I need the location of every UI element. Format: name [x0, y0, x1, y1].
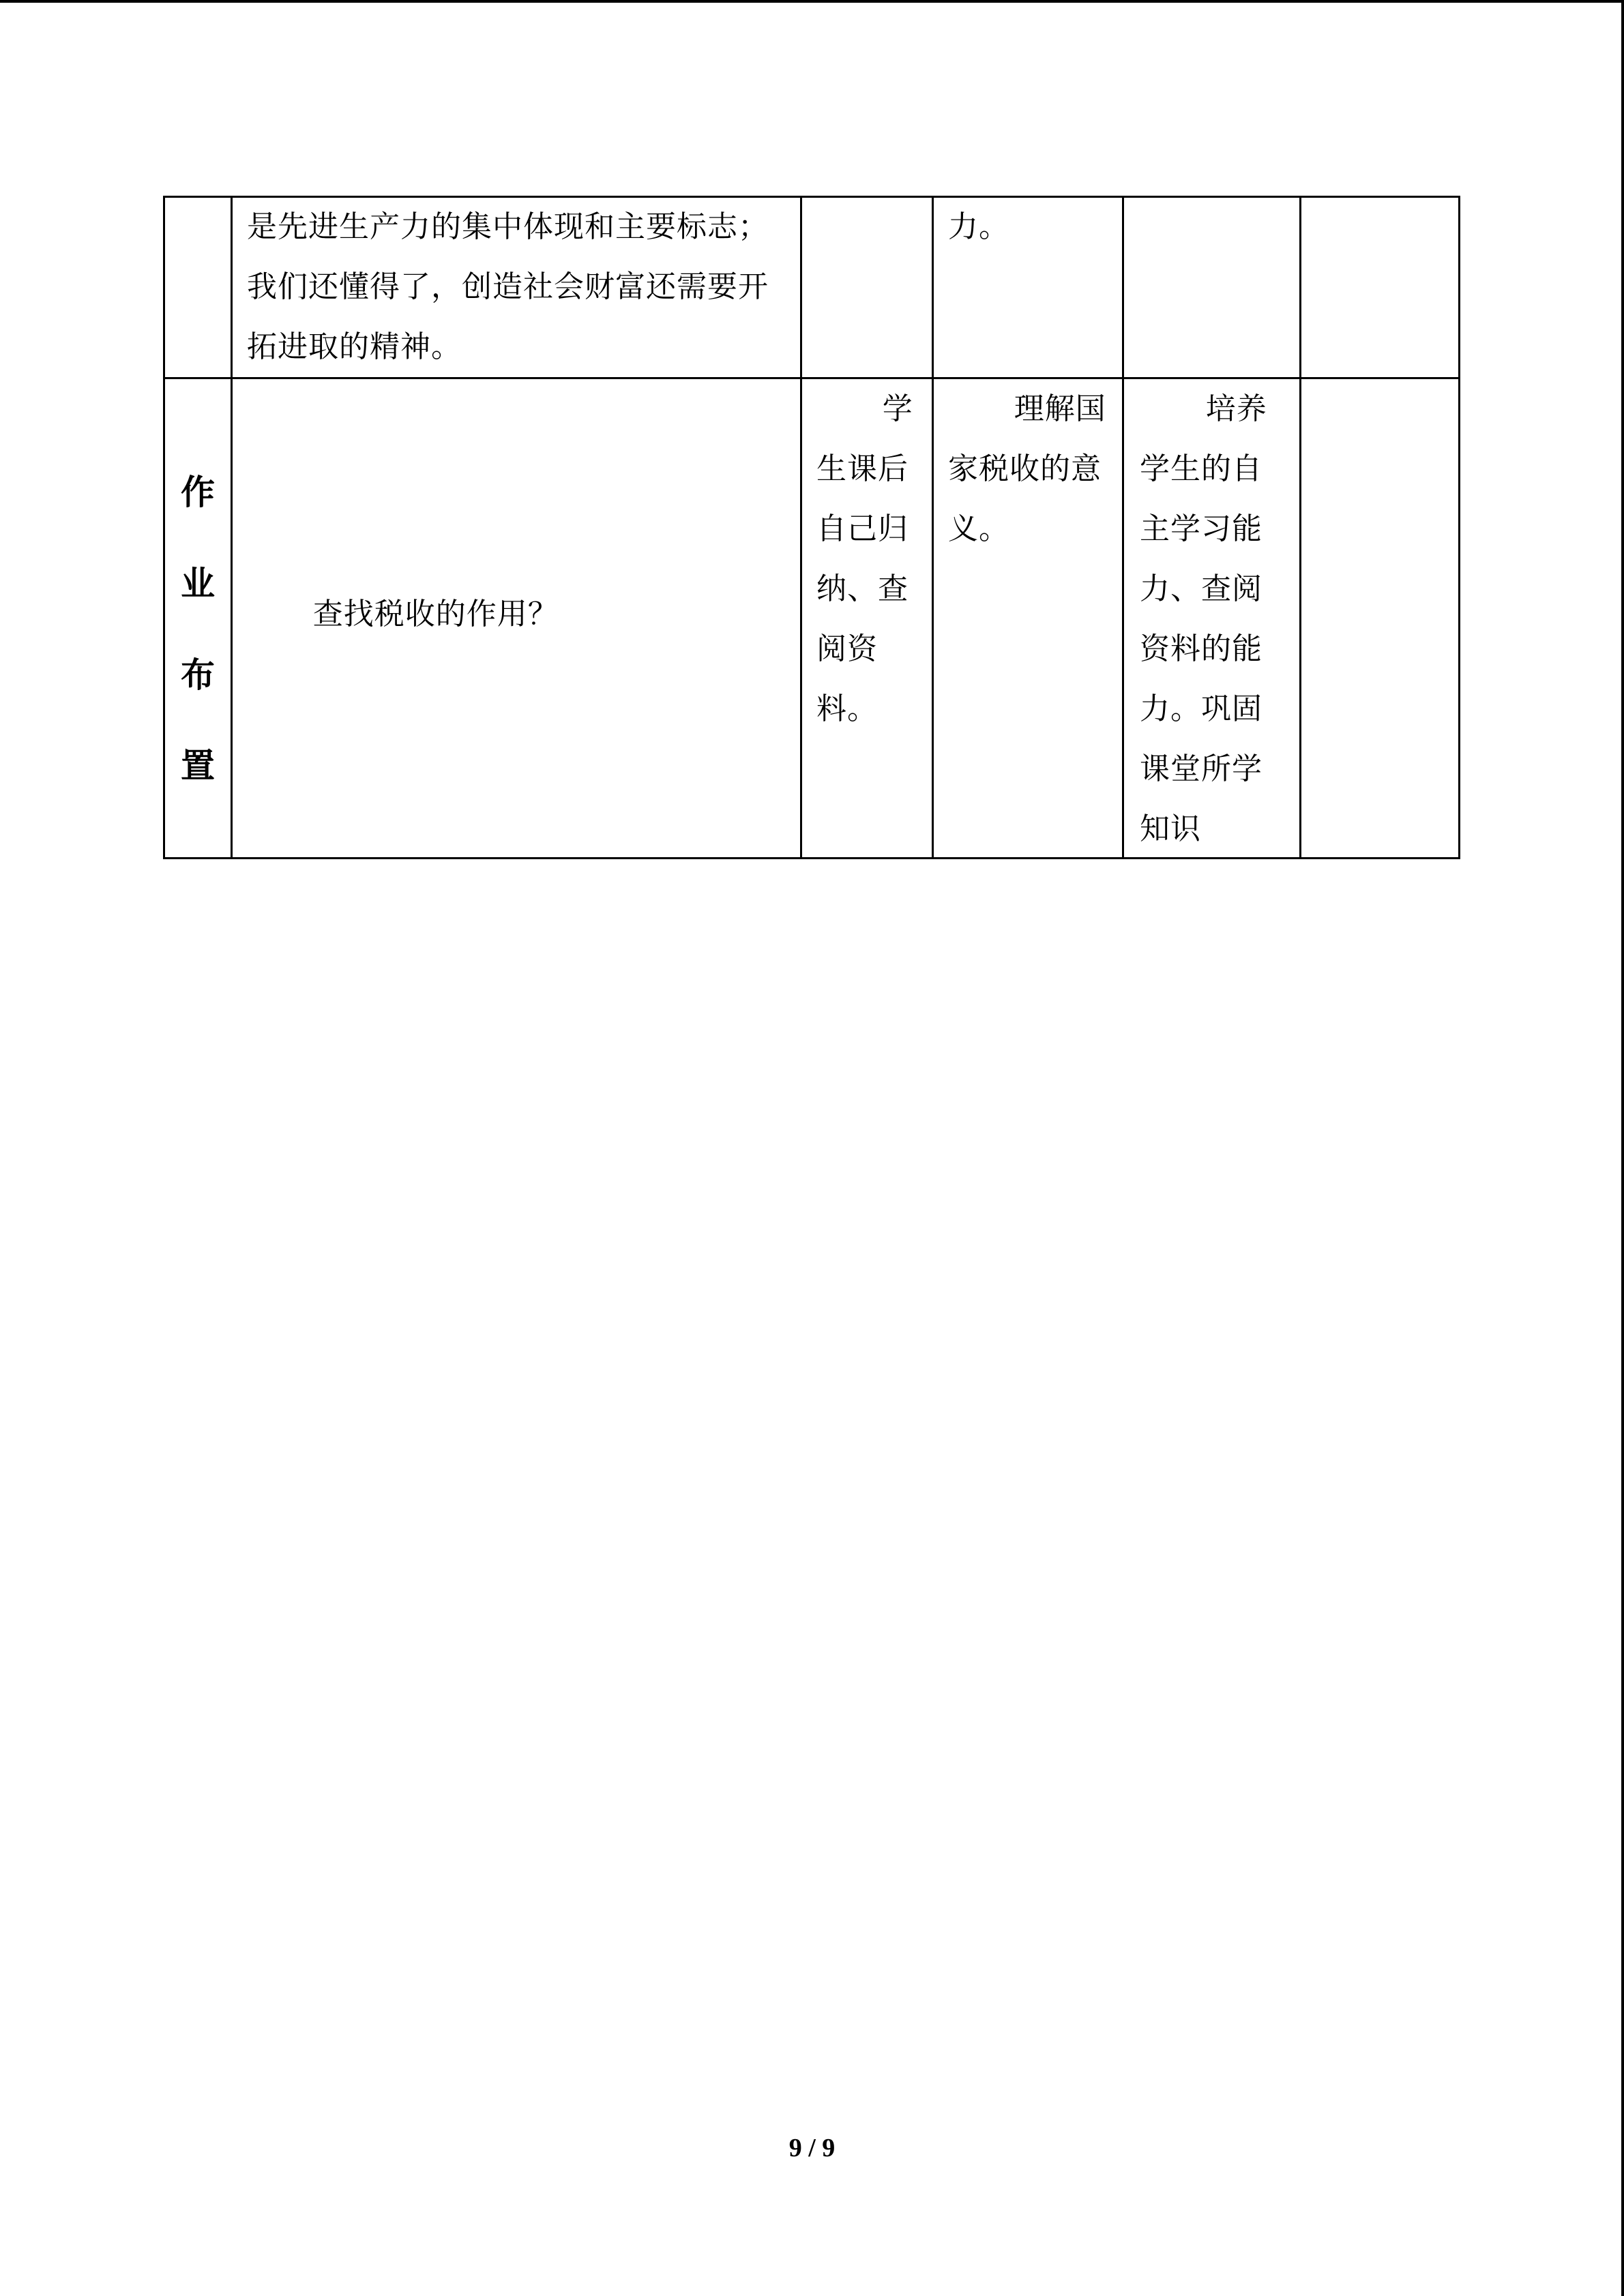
homework-label-cell — [165, 379, 231, 857]
row1-content-text: 是先进生产力的集中体现和主要标志；我们还懂得了，创造社会财富还需要开拓进取的精神。 — [247, 209, 769, 364]
homework-goal-text: 理解国家税收的意义。 — [948, 391, 1106, 546]
page-right-border — [1621, 0, 1624, 2296]
row1-label-cell — [165, 198, 231, 377]
row1-intent-cell — [1124, 198, 1299, 377]
table-border-bottom — [163, 857, 1460, 859]
homework-intent-text: 培养学生的自主学习能力、查阅资料的能力。巩固课堂所学知识 — [1140, 391, 1267, 846]
row1-student-cell — [802, 198, 932, 377]
homework-label-char: 布 — [181, 655, 215, 695]
homework-intent-cell — [1140, 379, 1293, 857]
homework-student-text: 学生课后自己归纳、查阅资料。 — [816, 391, 913, 726]
homework-label-char: 业 — [181, 564, 215, 603]
homework-content-text: 查找税收的作用？ — [312, 597, 559, 631]
homework-label-char: 置 — [181, 746, 215, 786]
row1-content-cell — [247, 197, 793, 377]
row1-goal-cell — [948, 197, 1115, 377]
row1-remarks-cell — [1301, 198, 1458, 377]
page-top-border — [0, 0, 1624, 3]
page-number: 9 / 9 — [788, 2134, 836, 2162]
table-column-divider — [932, 196, 934, 859]
homework-label-char: 作 — [181, 473, 215, 512]
lesson-plan-table — [163, 196, 1460, 859]
row1-goal-text: 力。 — [948, 209, 1009, 244]
table-border-right — [1458, 196, 1460, 859]
table-column-divider — [231, 196, 233, 859]
homework-goal-cell — [948, 379, 1115, 857]
homework-remarks-cell — [1301, 379, 1458, 857]
homework-student-cell — [816, 379, 921, 857]
homework-content-cell — [247, 584, 793, 653]
